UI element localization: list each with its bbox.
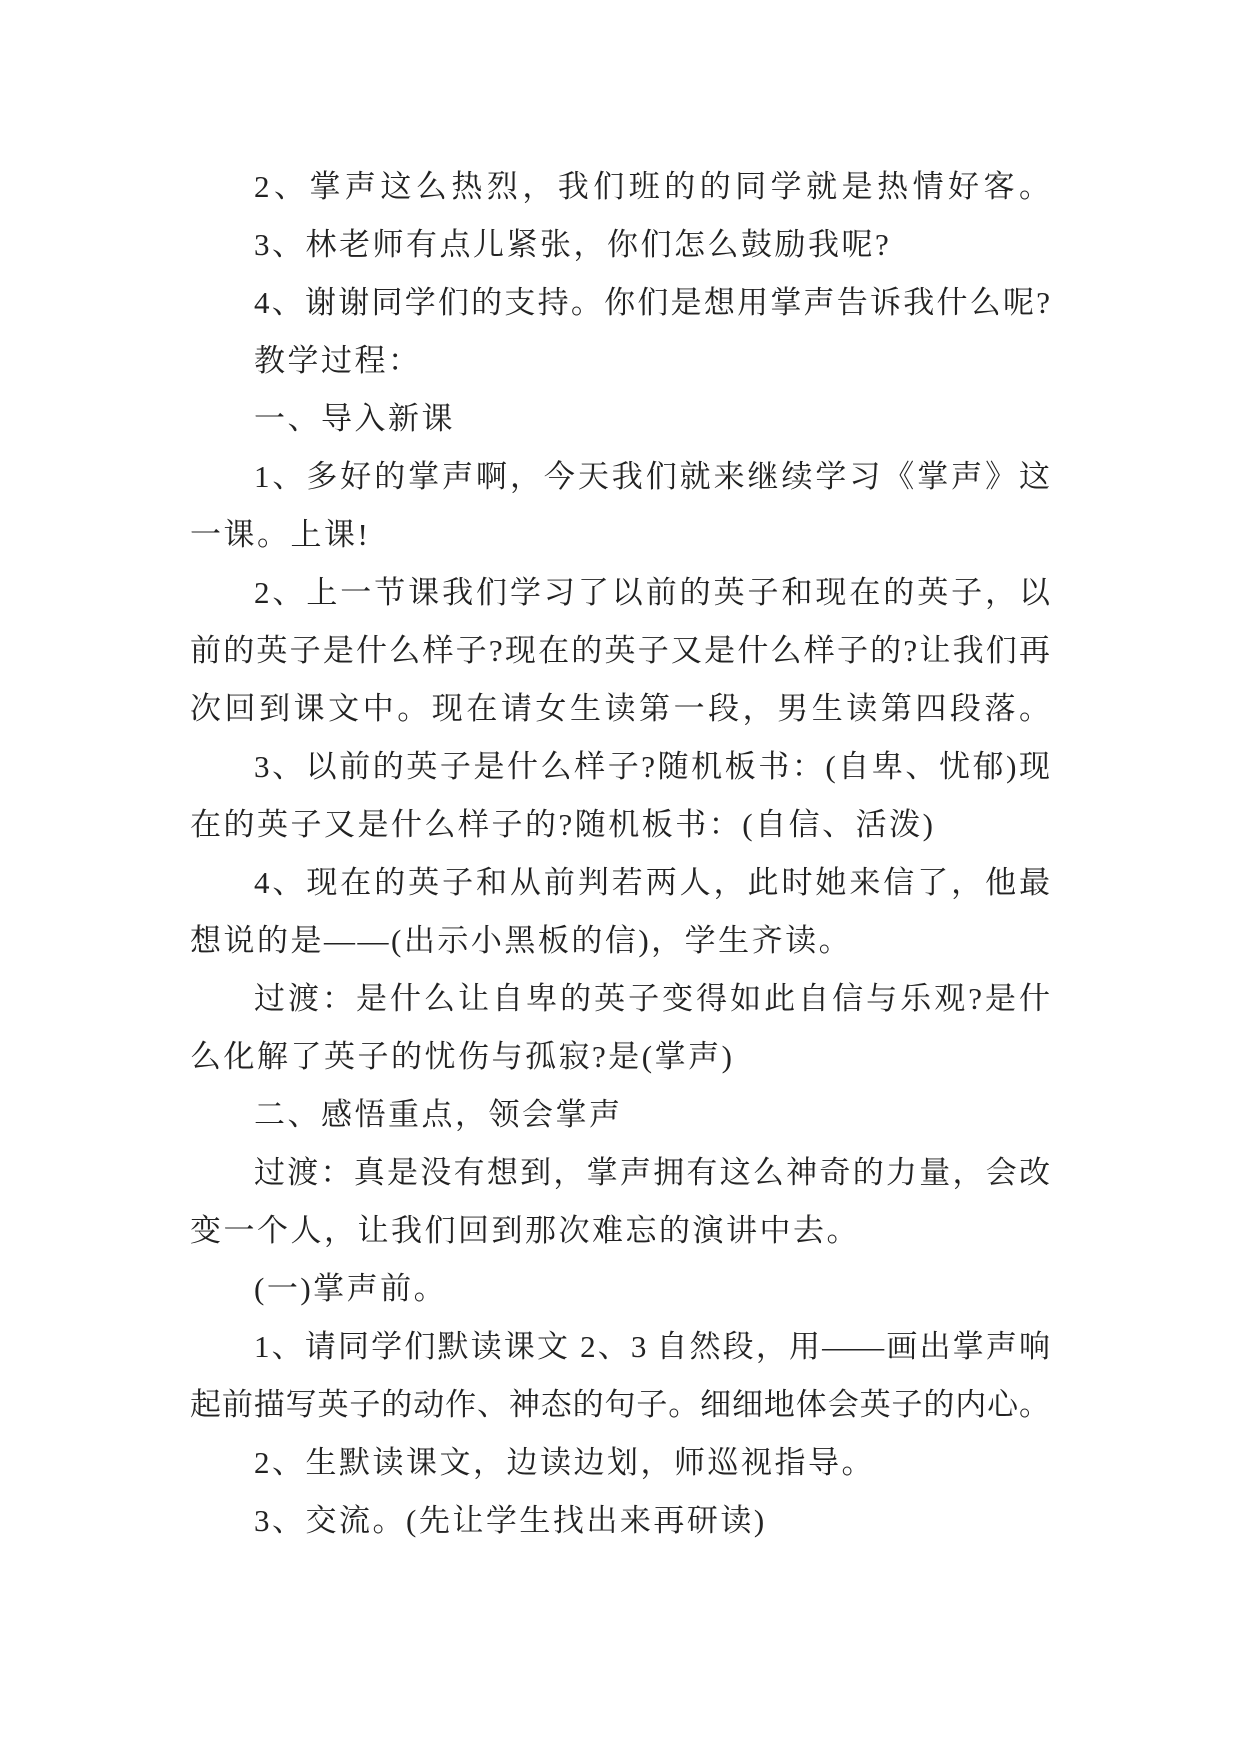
text-line: 2、上一节课我们学习了以前的英子和现在的英子，以: [254, 575, 1050, 610]
text-line: 次回到课文中。现在请女生读第一段，男生读第四段落。: [190, 691, 1050, 726]
text-line: 3、林老师有点儿紧张，你们怎么鼓励我呢?: [254, 227, 892, 262]
text-line: 么化解了英子的忧伤与孤寂?是(掌声): [190, 1039, 735, 1074]
text-line: 过渡：是什么让自卑的英子变得如此自信与乐观?是什: [254, 981, 1050, 1016]
text-line: 教学过程：: [254, 343, 422, 378]
text-line: 3、以前的英子是什么样子?随机板书：(自卑、忧郁)现: [254, 749, 1050, 784]
text-line: 4、谢谢同学们的支持。你们是想用掌声告诉我什么呢?: [254, 285, 1050, 320]
text-line: 一、导入新课: [254, 401, 455, 436]
text-line: 一课。上课!: [190, 517, 371, 552]
document-text-block: [190, 158, 1050, 1550]
text-line: 1、多好的掌声啊，今天我们就来继续学习《掌声》这: [254, 459, 1050, 494]
text-line: 2、生默读课文，边读边划，师巡视指导。: [254, 1445, 875, 1480]
text-line: 2、掌声这么热烈，我们班的的同学就是热情好客。: [254, 169, 1050, 204]
text-line: 3、交流。(先让学生找出来再研读): [254, 1503, 767, 1538]
text-line: 在的英子又是什么样子的?随机板书：(自信、活泼): [190, 807, 936, 842]
text-line: 4、现在的英子和从前判若两人，此时她来信了，他最: [254, 865, 1050, 900]
text-line: 前的英子是什么样子?现在的英子又是什么样子的?让我们再: [190, 633, 1050, 668]
text-line: 过渡：真是没有想到，掌声拥有这么神奇的力量，会改: [254, 1155, 1050, 1190]
text-line: 1、请同学们默读课文 2、3 自然段，用——画出掌声响: [254, 1329, 1050, 1364]
text-line: 想说的是——(出示小黑板的信)，学生齐读。: [190, 923, 853, 958]
text-line: 变一个人，让我们回到那次难忘的演讲中去。: [190, 1213, 860, 1248]
text-line: 二、感悟重点，领会掌声: [254, 1097, 623, 1132]
text-line: 起前描写英子的动作、神态的句子。细细地体会英子的内心。: [190, 1387, 1050, 1422]
text-line: (一)掌声前。: [254, 1271, 448, 1306]
